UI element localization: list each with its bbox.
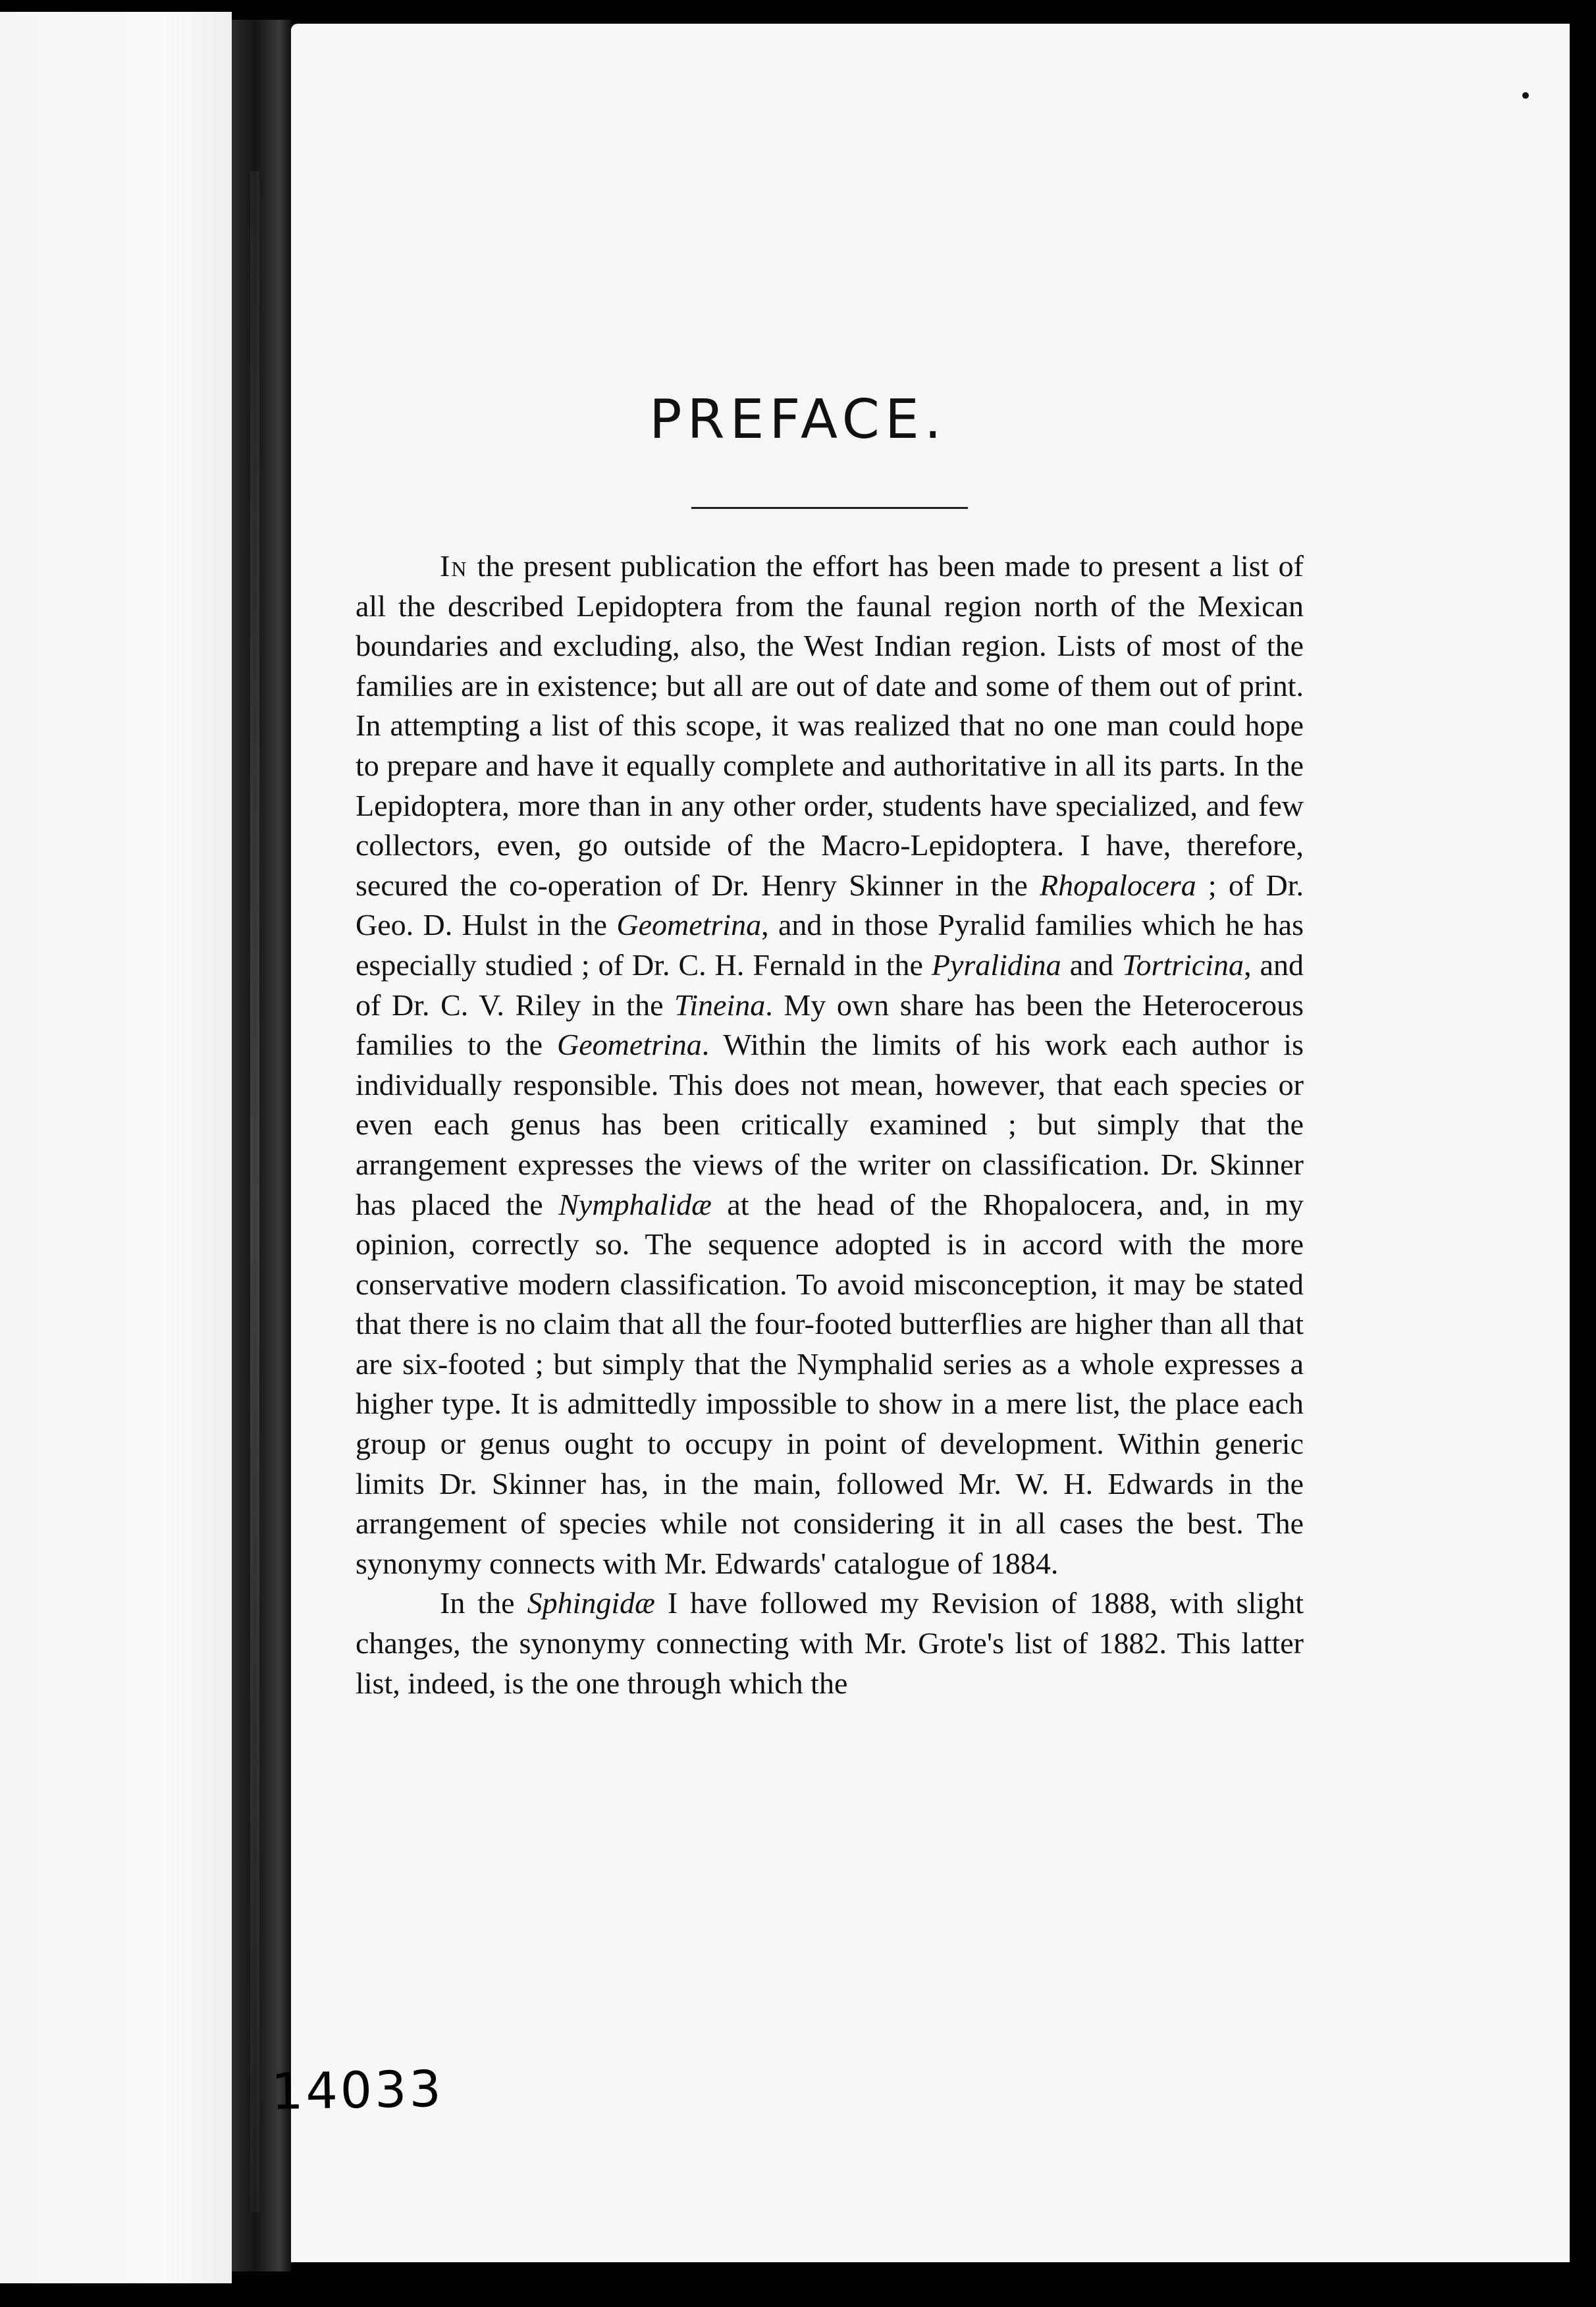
page-title: PREFACE. [649, 388, 947, 451]
paragraph-1-text-1: the present publication the effort has been made to present a list of all the described Lepidoptera from the faunal region north of the Mexican boundaries and excluding, also, the West Indian region. Lists of most of the families are in existence; but all are out of date and some of them out of print. In attempting a list of this scope, it was realized that no one man could hope to prepare and have it equally complete and authoritative in all its parts. In the Lepidoptera, more than in any other order, students have specialized, and few collectors, even, go outside of the Macro-Lepidoptera. I have, therefore, secured the co-operation of Dr. Henry Skinner in the [356, 549, 1304, 902]
taxon-tineina: Tineina [674, 988, 766, 1022]
paragraph-1-text-3: , and in those Pyralid families which he has especially studied ; of Dr. C. H. Fernald in the [356, 908, 1304, 982]
paragraph-2-text-1: In the [440, 1586, 527, 1620]
paragraph-1-text-2: ; of Dr. Geo. D. Hulst in the [356, 868, 1304, 942]
taxon-tortricina: Tortricina [1122, 947, 1244, 982]
title-rule [691, 507, 968, 509]
taxon-nymphalidae: Nymphalidæ [558, 1187, 712, 1221]
paragraph-1-text-7: . Within the limits of his work each author is individually responsible. This does not mean, however, that each species or even each genus has been critically examined ; but simply that the arrangement expresses the views of the writer on classification. Dr. Skinner has placed the [356, 1028, 1304, 1221]
paragraph-2 [356, 1583, 1304, 1703]
taxon-geometrina: Geometrina [616, 908, 762, 942]
lead-word: In [440, 549, 468, 583]
paragraph-2-text-2: I have followed my Revision of 1888, with slight changes, the synonymy connecting with Mr. Grote's list of 1882. This latter list, indeed, is the one through which the [356, 1586, 1304, 1700]
book-gutter [232, 20, 291, 2271]
handwritten-accession-number: 14033 [271, 2059, 444, 2121]
gutter-highlight [250, 171, 259, 2212]
paragraph-1-text-4: and [1061, 947, 1123, 982]
paragraph-1-text-6: . My own share has been the Heterocerous families to the [356, 988, 1304, 1062]
taxon-rhopalocera: Rhopalocera [1040, 868, 1196, 902]
paragraph-1-text-5: , and of Dr. C. V. Riley in the [356, 947, 1304, 1022]
preface-body [356, 546, 1304, 1703]
page-speck [1522, 92, 1529, 99]
left-page-edge [0, 12, 232, 2283]
taxon-sphingidae: Sphingidæ [527, 1586, 655, 1620]
taxon-geometrina-2: Geometrina [557, 1028, 702, 1062]
paragraph-1 [356, 546, 1304, 1583]
paragraph-1-text-8: at the head of the Rhopalocera, and, in my opinion, correctly so. The sequence adopted is in accord with the more conservative modern classification. To avoid misconception, it may be stated that there is no claim that all the four-footed butterflies are higher than all that are six-footed ; but simply that the Nymphalid series as a whole expresses a higher type. It is admittedly impossible to show in a mere list, the place each group or genus ought to occupy in point of development. Within generic limits Dr. Skinner has, in the main, followed Mr. W. H. Edwards in the arrangement of species while not considering it in all cases the best. The synonymy connects with Mr. Edwards' catalogue of 1884. [356, 1187, 1304, 1580]
taxon-pyralidina: Pyralidina [931, 947, 1061, 982]
